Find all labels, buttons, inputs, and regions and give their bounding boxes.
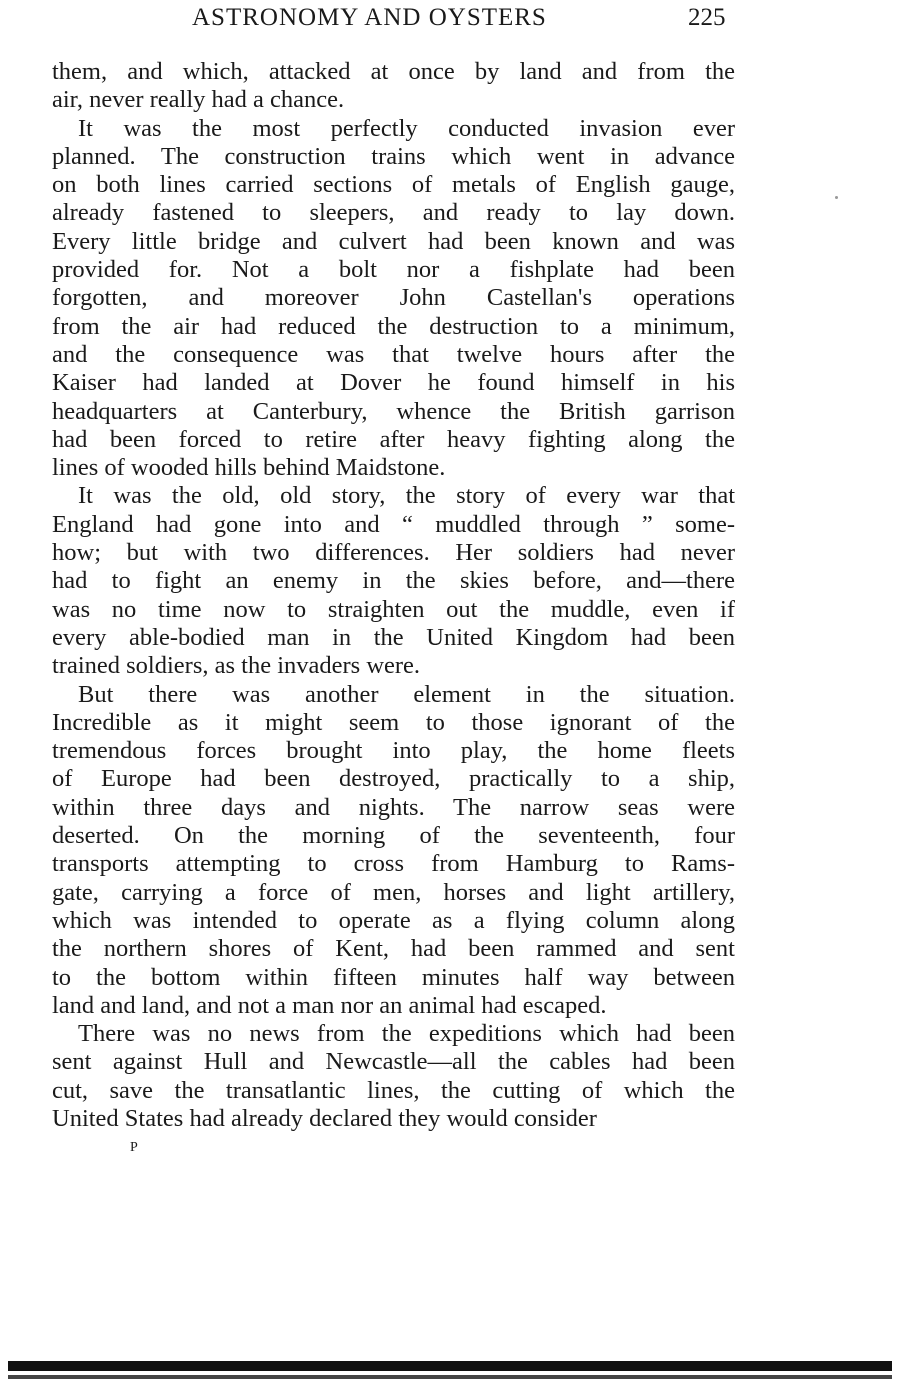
text-line: Every little bridge and culvert had been known and was [52, 227, 735, 255]
text-line: the northern shores of Kent, had been rammed and sent [52, 935, 735, 963]
paragraph [52, 1020, 735, 1133]
text-line: trained soldiers, as the invaders were. [52, 652, 421, 680]
text-line: forgotten, and moreover John Castellan's operations [52, 284, 735, 312]
text-line: Incredible as it might seem to those ignorant of the [52, 708, 735, 736]
signature-mark: P [130, 1140, 139, 1155]
text-line: and the consequence was that twelve hours after the [52, 340, 735, 368]
text-line: cut, save the transatlantic lines, the cutting of which the [52, 1076, 735, 1104]
text-line: from the air had reduced the destruction to a minimum, [52, 312, 735, 340]
text-line: to the bottom within fifteen minutes half way between [52, 963, 735, 991]
text-line: already fastened to sleepers, and ready to lay down. [52, 199, 735, 227]
text-line: had been forced to retire after heavy fighting along the [52, 425, 735, 453]
text-line: within three days and nights. The narrow seas were [52, 793, 735, 821]
text-line: transports attempting to cross from Hamburg to Rams- [52, 850, 735, 878]
text-line: But there was another element in the situation. [78, 680, 735, 708]
text-line: had to fight an enemy in the skies before, and—there [52, 567, 735, 595]
text-line: sent against Hull and Newcastle—all the cables had been [52, 1048, 735, 1076]
running-head [0, 4, 900, 38]
page-number: 225 [688, 4, 726, 31]
text-line: provided for. Not a bolt nor a fishplate had been [52, 256, 735, 284]
text-line: deserted. On the morning of the seventeenth, four [52, 822, 735, 850]
text-line: air, never really had a chance. [52, 86, 345, 114]
text-line: them, and which, attacked at once by land and from the [52, 58, 735, 85]
margin-speck [835, 196, 838, 199]
text-line: England had gone into and “ muddled through ” some- [52, 510, 735, 538]
text-line: planned. The construction trains which went in advance [52, 142, 735, 170]
text-line: lines of wooded hills behind Maidstone. [52, 454, 446, 482]
text-line: was no time now to straighten out the muddle, even if [52, 595, 735, 623]
text-line: every able-bodied man in the United Kingdom had been [52, 623, 735, 651]
text-line: gate, carrying a force of men, horses and light artillery, [52, 878, 735, 906]
running-title: ASTRONOMY AND OYSTERS [192, 4, 547, 31]
paragraph [52, 115, 735, 483]
text-line: on both lines carried sections of metals of English gauge, [52, 171, 735, 199]
body-text [52, 58, 735, 1133]
text-line: tremendous forces brought into play, the home fleets [52, 737, 735, 765]
text-line: headquarters at Canterbury, whence the British garrison [52, 397, 735, 425]
text-line: land and land, and not a man nor an animal had escaped. [52, 991, 607, 1019]
bottom-edge-shadow [8, 1375, 892, 1379]
text-line: There was no news from the expeditions which had been [78, 1020, 735, 1048]
page-bottom-edge [8, 1353, 892, 1387]
text-line: It was the most perfectly conducted invasion ever [78, 114, 735, 142]
text-line: of Europe had been destroyed, practically to a ship, [52, 765, 735, 793]
paragraph [52, 482, 735, 680]
text-line: Kaiser had landed at Dover he found himself in his [52, 369, 735, 397]
text-line: It was the old, old story, the story of every war that [78, 482, 735, 510]
paragraph [52, 58, 735, 115]
text-line: how; but with two differences. Her soldiers had never [52, 539, 735, 567]
text-line: United States had already declared they would consider [52, 1104, 597, 1132]
text-line: which was intended to operate as a flying column along [52, 906, 735, 934]
bottom-edge-bar [8, 1361, 892, 1371]
paragraph [52, 681, 735, 1021]
